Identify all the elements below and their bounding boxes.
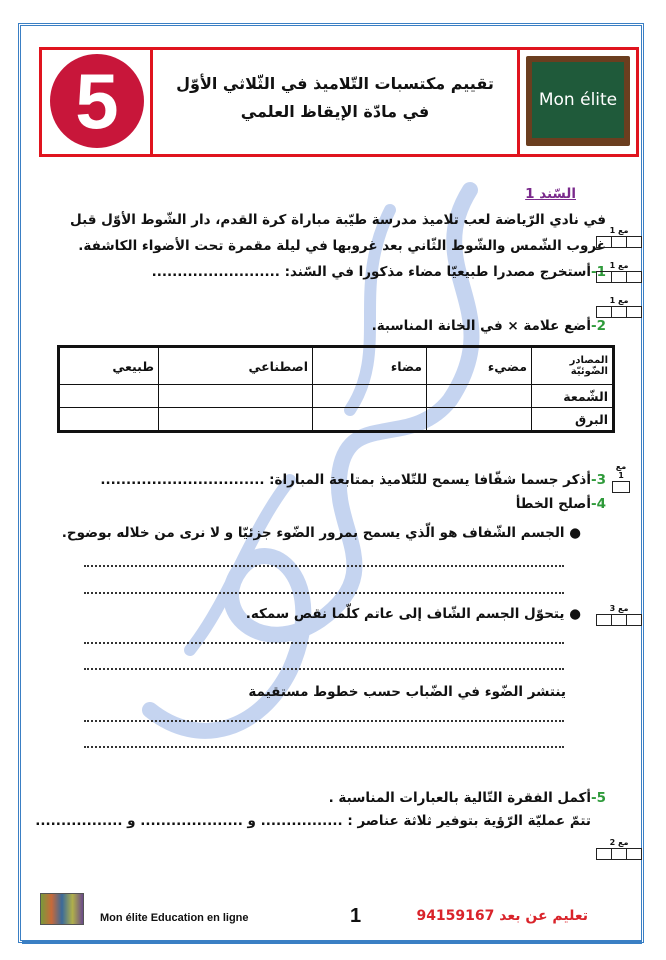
answer-line[interactable] bbox=[84, 668, 564, 671]
answer-line[interactable] bbox=[84, 746, 564, 749]
table-header-sources: المصادر الضّوئيّة bbox=[532, 347, 614, 385]
footer-contact: تعليم عن بعد 94159167 bbox=[416, 908, 588, 924]
score-label: مع 3 bbox=[609, 604, 629, 613]
answer-cell[interactable] bbox=[427, 385, 532, 408]
table-header-lit: مضاء bbox=[313, 347, 427, 385]
score-box[interactable] bbox=[596, 296, 642, 318]
table-header-luminous: مضيء bbox=[427, 347, 532, 385]
score-box[interactable] bbox=[596, 838, 642, 860]
table-header-natural: طبيعي bbox=[59, 347, 159, 385]
question-4: 4-أصلح الخطأ bbox=[515, 496, 606, 512]
row-label-lightning: البرق bbox=[532, 408, 614, 432]
answer-line[interactable] bbox=[84, 565, 564, 568]
title-line-1: تقييم مكتسبات التّلاميذ في الثّلاثي الأوّل bbox=[176, 74, 494, 93]
score-box[interactable] bbox=[596, 261, 642, 283]
question-4-item-1: ● الجسم الشّفاف هو الّذي يسمح بمرور الضّوء جزئيّا و لا نرى من خلاله بوضوح. bbox=[61, 525, 581, 541]
answer-cell[interactable] bbox=[159, 408, 313, 432]
question-2: 2-أضع علامة × في الخانة المناسبة. bbox=[371, 318, 606, 334]
header-box bbox=[39, 47, 639, 157]
number-cell bbox=[42, 50, 153, 154]
answer-line[interactable] bbox=[84, 720, 564, 723]
number-badge: 5 bbox=[50, 54, 144, 148]
score-box[interactable] bbox=[596, 604, 642, 626]
answer-cell[interactable] bbox=[159, 385, 313, 408]
answer-cell[interactable] bbox=[59, 408, 159, 432]
question-4-item-2: ● يتحوّل الجسم الشّاف إلى عاتم كلّما نقص سمكه. bbox=[245, 606, 581, 622]
score-box[interactable] bbox=[612, 462, 630, 493]
question-5: 5-أكمل الفقرة التّالية بالعبارات المناسبة . bbox=[328, 790, 606, 806]
title-cell bbox=[153, 50, 520, 154]
answer-cell[interactable] bbox=[427, 408, 532, 432]
question-5-sentence[interactable]: تتمّ عمليّة الرّؤية بتوفير ثلاثة عناصر : ................ و .................... و ................. bbox=[35, 813, 591, 829]
document-label: السّند 1 bbox=[525, 186, 576, 202]
answer-cell[interactable] bbox=[313, 385, 427, 408]
score-label: مع 1 bbox=[609, 261, 629, 270]
document-text-line-2: غروب الشّمس والشّوط الثّاني بعد غروبها في ليلة مقمرة تحت الأضواء الكاشفة. bbox=[78, 238, 606, 254]
score-label: مع 2 bbox=[609, 838, 629, 847]
light-sources-table bbox=[57, 345, 615, 433]
page-number: 1 bbox=[350, 905, 362, 927]
score-box[interactable] bbox=[596, 226, 642, 248]
table-row bbox=[59, 408, 614, 432]
table-header-artificial: اصطناعي bbox=[159, 347, 313, 385]
document-text-line-1: في نادي الرّياضة لعب تلاميذ مدرسة طيّبة مباراة كرة القدم، دار الشّوط الأوّل قبل bbox=[70, 212, 606, 228]
question-4-item-3: ينتشر الضّوء في الضّباب حسب خطوط مستقيمة bbox=[248, 684, 566, 700]
question-3: 3-أذكر جسما شفّافا يسمح للتّلاميذ بمتابعة المباراة: ................................ bbox=[100, 472, 606, 488]
footer-divider bbox=[22, 941, 642, 944]
answer-line[interactable] bbox=[84, 592, 564, 595]
logo-text: Mon élite bbox=[532, 62, 624, 138]
title-line-2: في مادّة الإيقاظ العلمي bbox=[240, 102, 430, 121]
answer-cell[interactable] bbox=[59, 385, 159, 408]
footer-brand: Mon élite Education en ligne bbox=[100, 912, 249, 924]
score-label: مع 1 bbox=[609, 226, 629, 235]
table-row bbox=[59, 385, 614, 408]
chalkboard-logo bbox=[526, 56, 630, 146]
score-label: مع 1 bbox=[609, 296, 629, 305]
footer-logo-image bbox=[40, 893, 84, 925]
score-label: مع 1 bbox=[615, 462, 627, 480]
answer-line[interactable] bbox=[84, 642, 564, 645]
row-label-candle: الشّمعة bbox=[532, 385, 614, 408]
answer-cell[interactable] bbox=[313, 408, 427, 432]
question-1: 1-أستخرج مصدرا طبيعيّا مضاء مذكورا في السّند: ......................... bbox=[151, 264, 606, 280]
